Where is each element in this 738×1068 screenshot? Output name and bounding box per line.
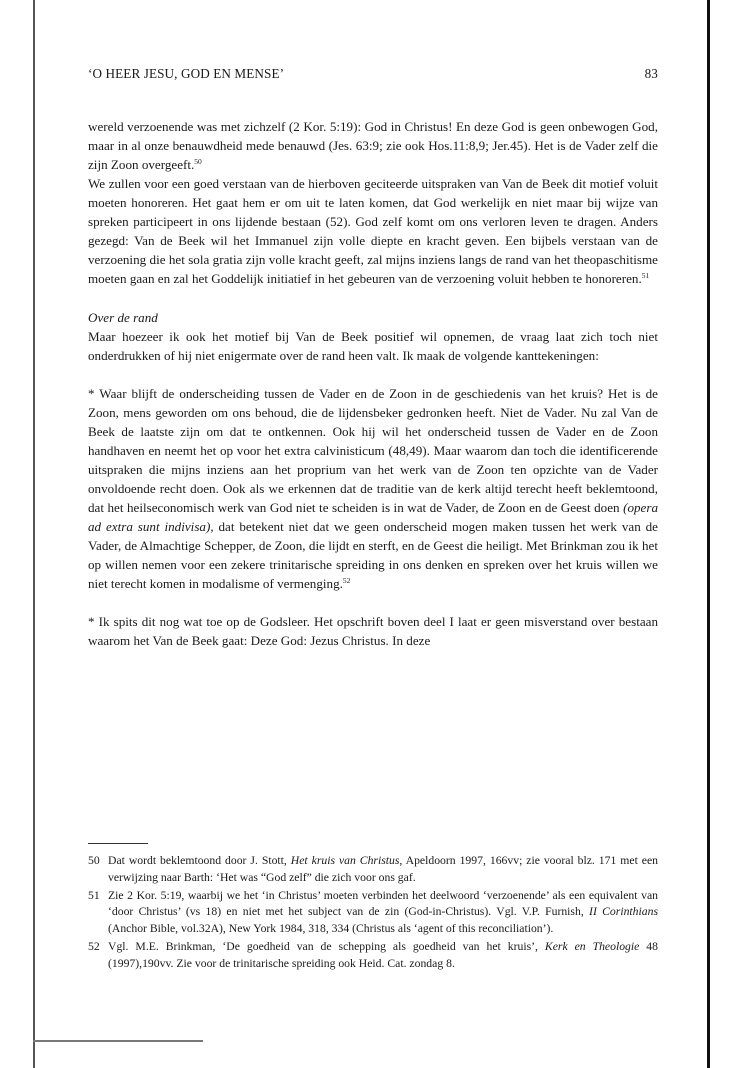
body-text (88, 117, 658, 650)
paragraph-5: * Ik spits dit nog wat toe op de Godsleer. Het opschrift boven deel I laat er geen misverstand over bestaan waarom het Van de Beek gaat: Deze God: Jezus Christus. In deze (88, 614, 658, 648)
page-number: 83 (644, 66, 658, 81)
footnote-number: 50 (88, 854, 100, 867)
footnote-text: , Apeldoorn 1997, 166vv; zie vooral blz. 171 met een verwijzing naar Barth: ‘Het was “God zelf” die zich voor ons gaf. (108, 854, 658, 884)
footnote-rule (88, 843, 148, 844)
footnote-title: Kerk en Theologie (544, 939, 640, 953)
scan-edge-bottom (33, 1040, 203, 1042)
footnote-50 (88, 853, 658, 887)
footnote-title: II Corinthians (589, 905, 658, 919)
footnote-text: Zie 2 Kor. 5:19, waarbij we het ‘in Christus’ moeten verbinden het deelwoord ‘verzoenende’ als een equivalent van ‘door Christus’ (vs 18) en niet met het subject van de zin (God-in-Christus). Vgl. V.P. Furnish, (108, 888, 658, 919)
footnote-title: Het kruis van Christus (290, 854, 400, 867)
footnote-ref-52[interactable]: 52 (342, 576, 351, 585)
running-title: ‘O HEER JESU, GOD EN MENSE’ (88, 66, 285, 81)
footnote-text: Vgl. M.E. Brinkman, ‘De goedheid van de schepping als goedheid van het kruis’, (108, 939, 545, 953)
footnote-ref-50[interactable]: 50 (194, 157, 202, 166)
paragraph-4-text-b: dat betekent niet dat we geen onderscheid mogen maken tussen het werk van de Vader, de Almachtige Schepper, de Zoon, die lijdt en sterft, en de Geest die heiligt. Met Brinkman zou ik het op willen nemen voor een zekere trinitarische spreiding in ons denken en spreken over het kruis willen we niet terecht komen in modalisme of vermenging. (88, 519, 658, 591)
footnote-text: Dat wordt beklemtoond door J. Stott, (108, 854, 291, 867)
footnote-text: 48 (1997),190vv. Zie voor de trinitarische spreiding ook Heid. Cat. zondag 8. (108, 939, 658, 970)
scan-edge-right (707, 0, 710, 1068)
paragraph-1 (88, 117, 658, 174)
footnote-ref-51[interactable]: 51 (641, 271, 650, 280)
footnote-51 (88, 888, 658, 938)
footnote-number: 51 (88, 888, 100, 902)
latin-phrase: (opera ad extra sunt indivisa), (88, 500, 658, 534)
footnotes (88, 853, 658, 974)
paragraph-3: Maar hoezeer ik ook het motief bij Van de Beek positief wil opnemen, de vraag laat zich toch niet onderdrukken of hij niet enigermate over de rand heen valt. Ik maak de volgende kanttekeningen: (88, 329, 658, 363)
running-head (88, 66, 658, 82)
scan-edge-left (33, 0, 35, 1068)
paragraph-2-text: We zullen voor een goed verstaan van de hierboven geciteerde uitspraken van Van de Beek dit motief voluit moeten honoreren. Het gaat hem er om uit te laten komen, dat God werkelijk en niet maar bij wijze van spreken participeert in ons lijdende bestaan (52). God zelf komt om ons verloren leven te dragen. Anders gezegd: Van de Beek wil het Immanuel zijn volle diepte en kracht geven. Een bijbels verstaan van de verzoening die het sola gratia zijn volle kracht geeft, zal mijns inziens langs de rand van het theopaschitisme moeten gaan en zal het Goddelijk initiatief in het gebeuren van de verzoening voluit hebben te honoreren. (88, 176, 658, 286)
paragraph-4 (88, 384, 658, 593)
footnote-text: (Anchor Bible, vol.32A), New York 1984, 318, 334 (Christus als ‘agent of this reconciliation’). (108, 922, 554, 936)
paragraph-2 (88, 174, 658, 288)
footnote-number: 52 (88, 939, 100, 953)
footnote-52 (88, 939, 658, 973)
paragraph-4-text-a: * Waar blijft de onderscheiding tussen de Vader en de Zoon in de geschiedenis van het kruis? Het is de Zoon, mens geworden om ons behoud, die de lijdensbeker gedronken heeft. Niet de Vader. Nu zal Van de Beek de laatste zijn om dat te ontkennen. Ook hij wil het onderscheid tussen de Vader en de Zoon handhaven en neemt het op voor het extra calvinisticum (48,49). Maar waarom dan toch die identificerende uitspraken die mijns inziens aan het proprium van het werk van de Zoon ten opzichte van de Vader onvoldoende recht doen. Ook als we erkennen dat de traditie van de kerk altijd terecht heeft beklemtoond, dat het heilseconomisch werk van God niet te scheiden is in wat de Vader, de Zoon en de Geest doen (88, 386, 658, 515)
section-heading: Over de rand (88, 310, 158, 325)
paragraph-1-text: wereld verzoenende was met zichzelf (2 Kor. 5:19): God in Christus! En deze God is geen onbewogen God, maar in al onze benauwdheid mede benauwd (Jes. 63:9; zie ook Hos.11:8,9; Jer.45). Het is de Vader zelf die zijn Zoon overgeeft. (88, 119, 658, 172)
